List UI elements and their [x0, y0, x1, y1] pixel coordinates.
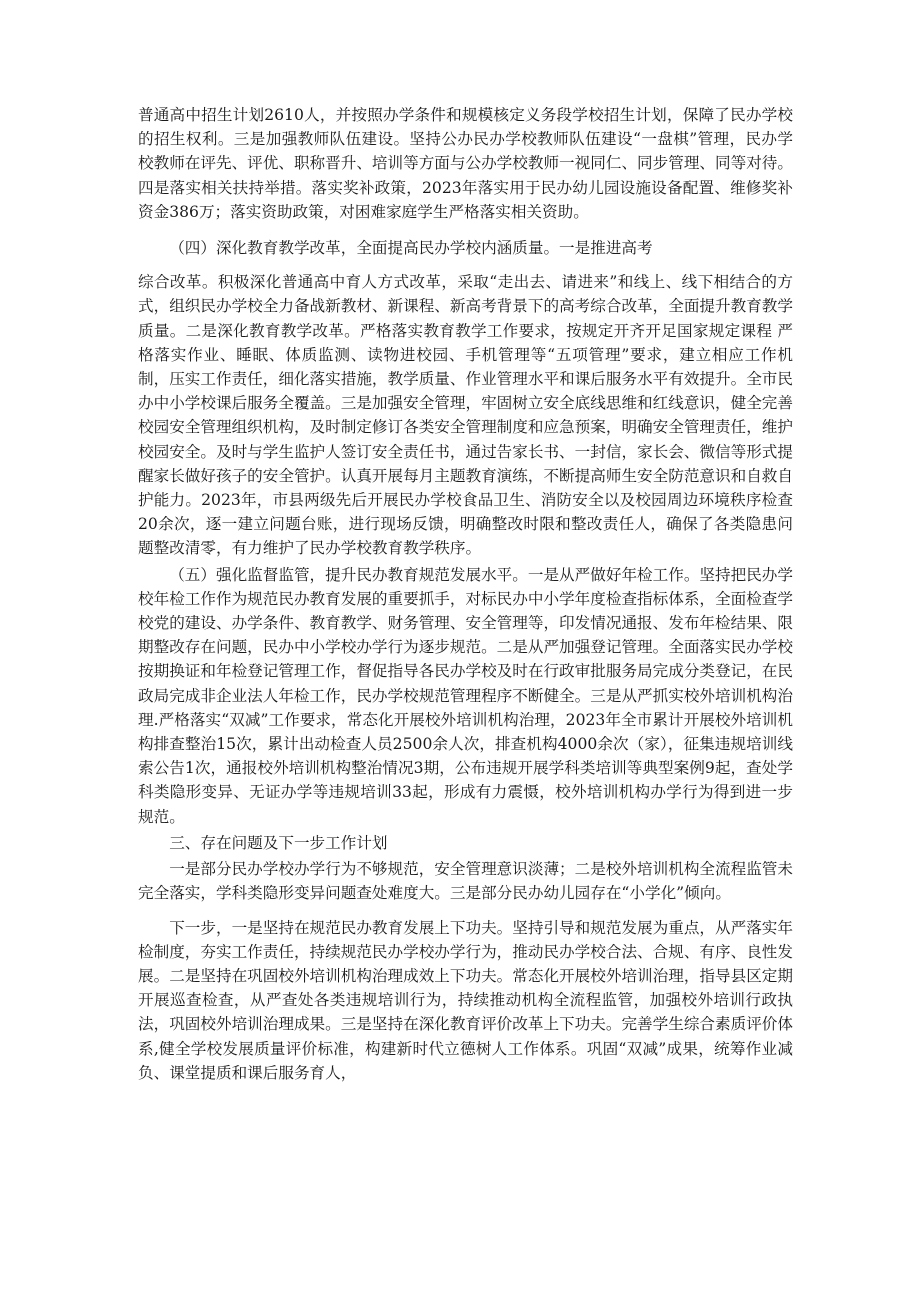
paragraph-enrollment: 普通高中招生计划2610人，并按照办学条件和规模核定义务段学校招生计划，保障了民办学校的招生权利。三是加强教师队伍建设。坚持公办民办学校教师队伍建设“一盘棋”管理，民办学校教师在评先、评优、职称晋升、培训等方面与公办学校教师一视同仁、同步管理、同等对待。四是落实相关扶持举措。落实奖补政策，2023年落实用于民办幼儿园设施设备配置、维修奖补资金386万；落实资助政策，对困难家庭学生严格落实相关资助。 — [138, 106, 793, 221]
document-page — [138, 103, 793, 1085]
section-four-heading-line: （四）深化教育教学改革，全面提高民办学校内涵质量。一是推进高考 — [169, 239, 653, 258]
paragraph-section-four — [138, 236, 793, 561]
paragraph-section-five: （五）强化监督监管，提升民办教育规范发展水平。一是从严做好年检工作。坚持把民办学校年检工作作为规范民办教育发展的重要抓手，对标民办中小学年度检查指标体系，全面检查学校党的建设、办学条件、教育教学、财务管理、安全管理等，印发情况通报、发布年检结果、限期整改存在问题，民办中小学校办学行为逐步规范。二是从严加强登记管理。全面落实民办学校按期换证和年检登记管理工作，督促指导各民办学校及时在行政审批服务局完成分类登记，在民政局完成非企业法人年检工作，民办学校规范管理程序不断健全。三是从严抓实校外培训机构治理.严格落实“双减”工作要求，常态化开展校外培训机构治理，2023年全市累计开展校外培训机构排查整治15次，累计出动检查人员2500余人次，排查机构4000余次（家），征集违规培训线索公告1次，通报校外培训机构整治情况3期，公布违规开展学科类培训等典型案例9起，查处学科类隐形变异、无证办学等违规培训33起，形成有力震慑，校外培训机构办学行为得到进一步规范。 — [138, 565, 793, 826]
paragraph-problems: 一是部分民办学校办学行为不够规范，安全管理意识淡薄；二是校外培训机构全流程监管未完全落实，学科类隐形变异问题查处难度大。三是部分民办幼儿园存在“小学化”倾向。 — [138, 860, 793, 903]
paragraph-next-steps: 下一步，一是坚持在规范民办教育发展上下功夫。坚持引导和规范发展为重点，从严落实年检制度，夯实工作责任，持续规范民办学校办学行为，推动民办学校合法、合规、有序、良性发展。二是坚持在巩固校外培训机构治理成效上下功夫。常态化开展校外培训治理，指导县区定期开展巡查检查，从严查处各类违规培训行为，持续推动机构全流程监管，加强校外培训行政执法，巩固校外培训治理成果。三是坚持在深化教育评价改革上下功夫。完善学生综合素质评价体系,健全学校发展质量评价标准，构建新时代立德树人工作体系。巩固“双减”成果，统筹作业减负、课堂提质和课后服务育人， — [138, 918, 793, 1082]
section-three-heading: 三、存在问题及下一步工作计划 — [169, 833, 388, 852]
section-four-body: 综合改革。积极深化普通高中育人方式改革，采取“走出去、请进来”和线上、线下相结合的方式，组织民办学校全力备战新教材、新课程、新高考背景下的高考综合改革，全面提升教育教学质量。二是深化教育教学改革。严格落实教育教学工作要求，按规定开齐开足国家规定课程 严格落实作业、睡眠、体质监测、读物进校园、手机管理等“五项管理”要求，建立相应工作机制，压实工作责任，细化落实措施，教学质量、作业管理水平和课后服务水平有效提升。全市民办中小学校课后服务全覆盖。三是加强安全管理，牢固树立安全底线思维和红线意识，健全完善校园安全管理组织机构，及时制定修订各类安全管理制度和应急预案，明确安全管理责任，维护校园安全。及时与学生监护人签订安全责任书，通过告家长书、一封信，家长会、微信等形式提醒家长做好孩子的安全管护。认真开展每月主题教育演练，不断提高师生安全防范意识和自救自护能力。2023年，市县两级先后开展民办学校食品卫生、消防安全以及校园周边环境秩序检查20余次，逐一建立问题台账，进行现场反馈，明确整改时限和整改责任人，确保了各类隐患问题整改清零，有力维护了民办学校教育教学秩序。 — [138, 273, 793, 558]
